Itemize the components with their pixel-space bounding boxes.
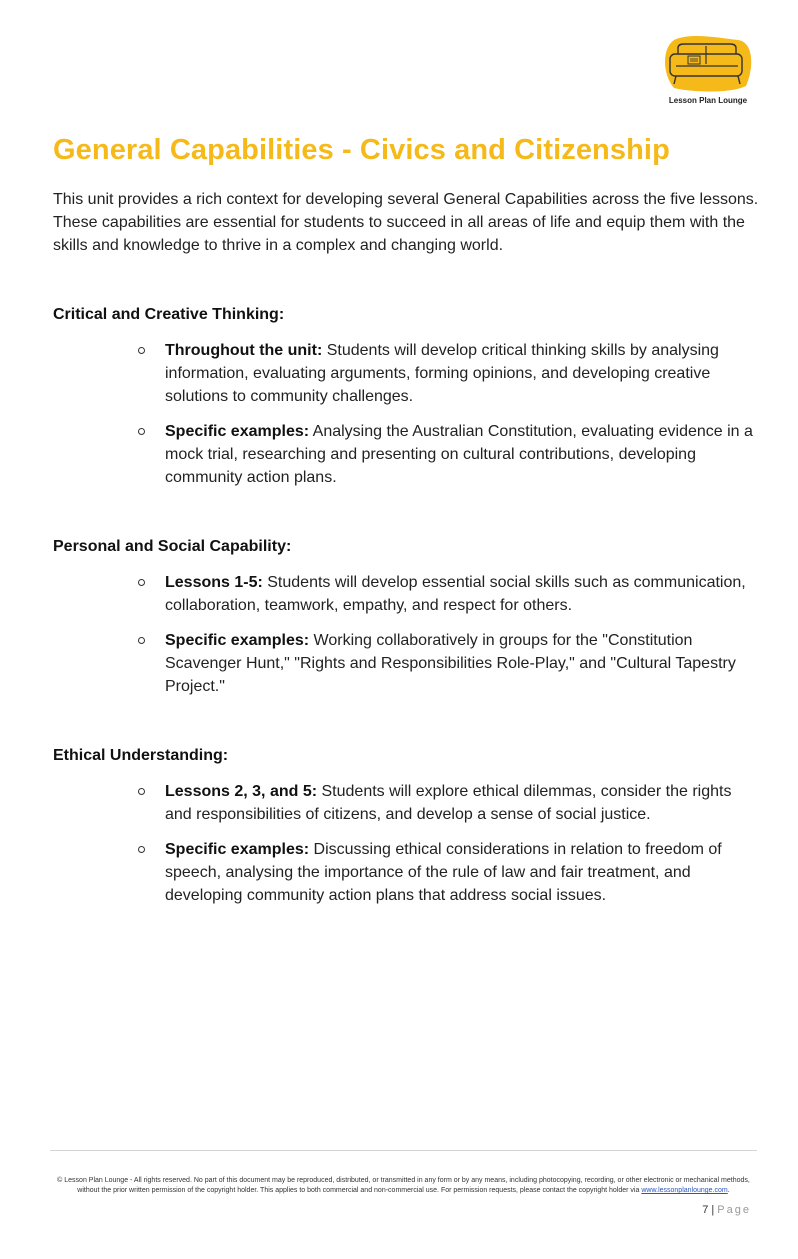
hollow-bullet-icon <box>138 846 145 853</box>
page-separator: | <box>708 1204 718 1216</box>
list-item <box>138 571 758 617</box>
bullet-text: Students will develop essential social skills such as communication, collaboration, teamwork, empathy, and respect for others. <box>165 574 746 614</box>
hollow-bullet-icon <box>138 788 145 795</box>
bullet-lead: Lessons 1-5: <box>165 574 263 591</box>
bullet-lead: Specific examples: <box>165 841 310 858</box>
list-item <box>138 780 758 826</box>
bullet-text: Students will develop critical thinking skills by analysing information, evaluating arguments, forming opinions, and developing creative solutions to community challenges. <box>165 342 719 405</box>
bullet-text: Students will explore ethical dilemmas, consider the rights and responsibilities of citizens, and develop a sense of social justice. <box>165 783 732 823</box>
section-heading-ethical-understanding: Ethical Understanding: <box>53 747 229 764</box>
footer-divider <box>50 1150 757 1151</box>
bullet-lead: Throughout the unit: <box>165 342 323 359</box>
hollow-bullet-icon <box>138 428 145 435</box>
hollow-bullet-icon <box>138 347 145 354</box>
bullet-text: Analysing the Australian Constitution, evaluating evidence in a mock trial, researching and presenting on cultural contributions, developing community action plans. <box>165 423 753 486</box>
sofa-logo-icon <box>660 34 756 96</box>
list-item <box>138 629 758 698</box>
footer-copyright <box>55 1176 752 1196</box>
intro-paragraph: This unit provides a rich context for developing several General Capabilities across the five lessons. These capabilities are essential for students to succeed in all areas of life and equip them with the skills and knowledge to thrive in a complex and changing world. <box>53 191 759 254</box>
bullet-lead: Specific examples: <box>165 632 310 649</box>
section-heading-personal-social: Personal and Social Capability: <box>53 538 292 555</box>
copyright-suffix: . <box>727 1187 730 1194</box>
bullet-lead: Lessons 2, 3, and 5: <box>165 783 318 800</box>
page-number-value: 7 <box>702 1204 709 1216</box>
page-title: General Capabilities - Civics and Citizenship <box>53 134 670 166</box>
hollow-bullet-icon <box>138 579 145 586</box>
website-link[interactable]: www.lessonplanlounge.com <box>641 1187 728 1194</box>
list-item <box>138 420 758 489</box>
page-word: Page <box>717 1204 751 1216</box>
section-heading-critical-thinking: Critical and Creative Thinking: <box>53 306 285 323</box>
page-number <box>702 1204 751 1216</box>
list-item <box>138 339 758 408</box>
bullet-text: Discussing ethical considerations in relation to freedom of speech, analysing the importance of the rule of law and fair treatment, and developing community action plans that address social issues. <box>165 841 722 904</box>
personal-social-list <box>138 571 758 710</box>
bullet-text: Working collaboratively in groups for the "Constitution Scavenger Hunt," "Rights and Responsibilities Role-Play," and "Cultural Tapestry Project." <box>165 632 736 695</box>
list-item <box>138 838 758 907</box>
critical-thinking-list <box>138 339 758 501</box>
copyright-text: © Lesson Plan Lounge - All rights reserved. No part of this document may be reproduced, distributed, or transmitted in any form or by any means, including photocopying, recording, or other electronic or mechanical methods, without the prior written permission of the copyright holder. This applies to both commercial and non-commercial use. For permission requests, please contact the copyright holder via <box>57 1177 750 1194</box>
logo <box>660 34 756 108</box>
bullet-lead: Specific examples: <box>165 423 310 440</box>
logo-text: Lesson Plan Lounge <box>668 96 748 105</box>
ethical-understanding-list <box>138 780 758 919</box>
hollow-bullet-icon <box>138 637 145 644</box>
